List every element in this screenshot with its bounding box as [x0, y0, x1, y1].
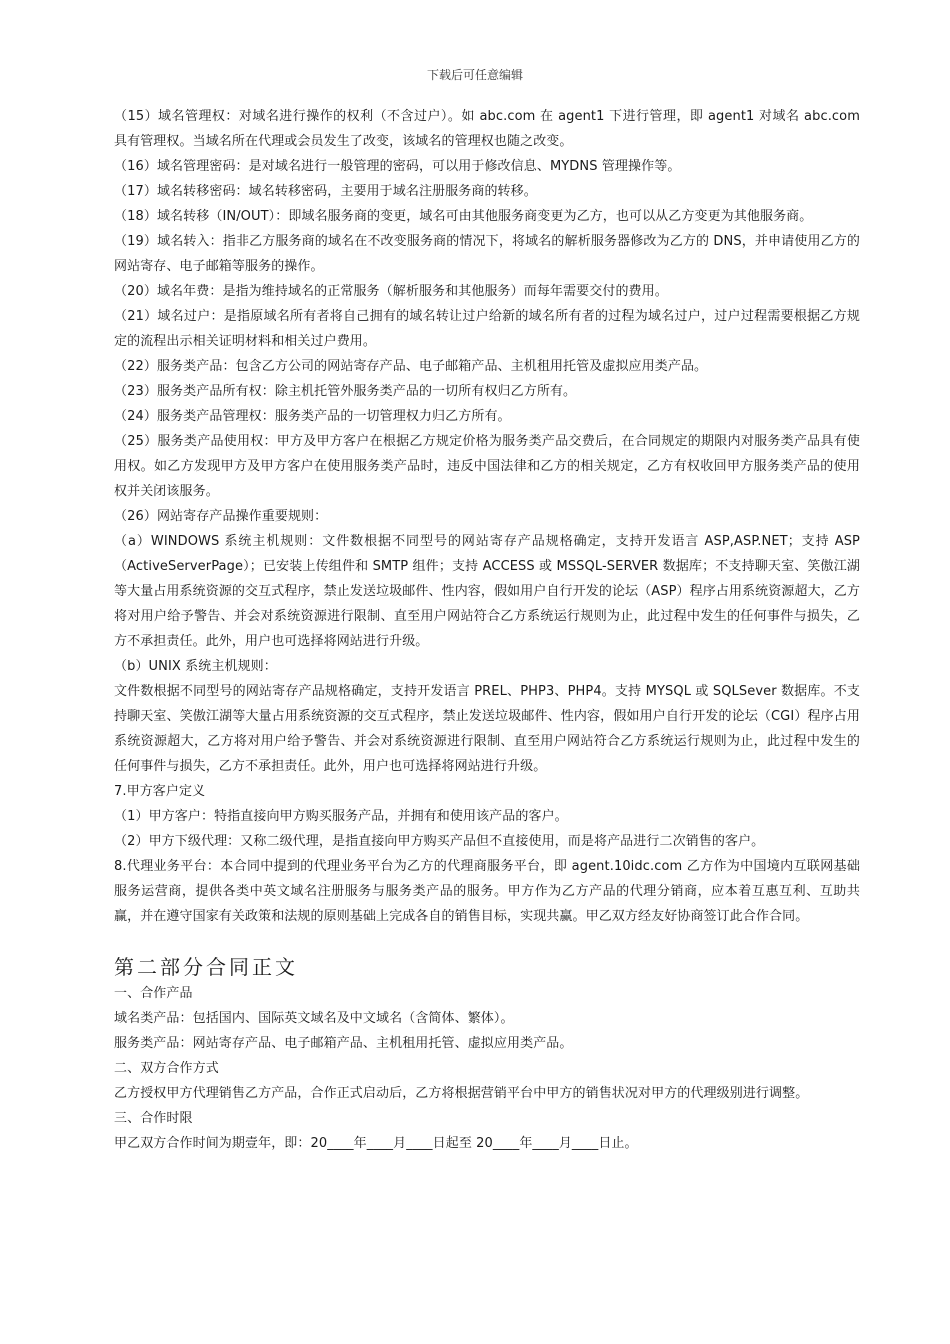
paragraph: （b）UNIX 系统主机规则：: [114, 659, 277, 674]
paragraph: 三、合作时限: [114, 1111, 193, 1126]
paragraph: 乙方授权甲方代理销售乙方产品，合作正式启动后，乙方将根据营销平台中甲方的销售状况对甲方的代理级别进行调整。: [114, 1086, 809, 1101]
paragraph: （19）域名转入：指非乙方服务商的域名在不改变服务商的情况下，将域名的解析服务器修改为乙方的 DNS，并申请使用乙方的网站寄存、电子邮箱等服务的操作。: [114, 234, 860, 274]
paragraph: 7.甲方客户定义: [114, 784, 206, 799]
paragraph: （20）域名年费：是指为维持域名的正常服务（解析服务和其他服务）而每年需要交付的费用。: [114, 284, 668, 299]
section-heading: 第二部分合同正文: [114, 955, 298, 979]
paragraph: 一、合作产品: [114, 986, 193, 1001]
paragraph: （1）甲方客户：特指直接向甲方购买服务产品，并拥有和使用该产品的客户。: [114, 809, 568, 824]
paragraph: （22）服务类产品：包含乙方公司的网站寄存产品、电子邮箱产品、主机租用托管及虚拟应用类产品。: [114, 359, 708, 374]
page-header: 下载后可任意编辑: [426, 68, 523, 82]
paragraph: （a）WINDOWS 系统主机规则：文件数根据不同型号的网站寄存产品规格确定，支持开发语言 ASP,ASP.NET；支持 ASP（ActiveServerPage）；已安装上传组件和 SMTP 组件；支持 ACCESS 或 MSSQL-SERVER 数据库；不支持聊天室、笑傲江湖等大量占用系统资源的交互式程序，禁止发送垃圾邮件、性内容，假如用户自行开发的论坛（ASP）程序占用系统资源超大，乙方将对用户给予警告、并会对系统资源进行限制、直至用户网站符合乙方系统运行规则为止，此过程中发生的任何事件与损失，乙方不承担责任。此外，用户也可选择将网站进行升级。: [114, 534, 860, 649]
document-body: [114, 104, 860, 1156]
paragraph: （16）域名管理密码：是对域名进行一般管理的密码，可以用于修改信息、MYDNS 管理操作等。: [114, 159, 681, 174]
paragraph: 8.代理业务平台：本合同中提到的代理业务平台为乙方的代理商服务平台，即 agent.10idc.com 乙方作为中国境内互联网基础服务运营商，提供各类中英文域名注册服务与服务类产品的服务。甲方作为乙方产品的代理分销商，应本着互惠互利、互助共赢，并在遵守国家有关政策和法规的原则基础上完成各自的销售目标，实现共赢。甲乙双方经友好协商签订此合作合同。: [114, 859, 860, 924]
paragraph: （17）域名转移密码：域名转移密码，主要用于域名注册服务商的转移。: [114, 184, 537, 199]
paragraph: （25）服务类产品使用权：甲方及甲方客户在根据乙方规定价格为服务类产品交费后，在合同规定的期限内对服务类产品具有使用权。如乙方发现甲方及甲方客户在使用服务类产品时，违反中国法律和乙方的相关规定，乙方有权收回甲方服务类产品的使用权并关闭该服务。: [114, 434, 860, 499]
paragraph: （18）域名转移（IN/OUT）：即域名服务商的变更，域名可由其他服务商变更为乙方，也可以从乙方变更为其他服务商。: [114, 209, 813, 224]
paragraph: （2）甲方下级代理：又称二级代理，是指直接向甲方购买产品但不直接使用，而是将产品进行二次销售的客户。: [114, 834, 765, 849]
paragraph: 服务类产品：网站寄存产品、电子邮箱产品、主机租用托管、虚拟应用类产品。: [114, 1036, 573, 1051]
paragraph: （24）服务类产品管理权：服务类产品的一切管理权力归乙方所有。: [114, 409, 511, 424]
paragraph: 域名类产品：包括国内、国际英文域名及中文域名（含简体、繁体）。: [114, 1011, 514, 1026]
paragraph: （15）域名管理权：对域名进行操作的权利（不含过户）。如 abc.com 在 agent1 下进行管理，即 agent1 对域名 abc.com 具有管理权。当域名所在代理或会员发生了改变，该域名的管理权也随之改变。: [114, 109, 860, 149]
paragraph: （21）域名过户：是指原域名所有者将自己拥有的域名转让过户给新的域名所有者的过程为域名过户，过户过程需要根据乙方规定的流程出示相关证明材料和相关过户费用。: [114, 309, 860, 349]
paragraph: 二、双方合作方式: [114, 1061, 219, 1076]
definitions-section: [114, 104, 860, 929]
paragraph: 甲乙双方合作时间为期壹年，即：20____年____月____日起至 20____年____月____日止。: [114, 1136, 638, 1151]
contract-body-section: [114, 981, 860, 1156]
paragraph: （23）服务类产品所有权：除主机托管外服务类产品的一切所有权归乙方所有。: [114, 384, 577, 399]
paragraph: 文件数根据不同型号的网站寄存产品规格确定，支持开发语言 PREL、PHP3、PHP4。支持 MYSQL 或 SQLSever 数据库。不支持聊天室、笑傲江湖等大量占用系统资源的交互式程序，禁止发送垃圾邮件、性内容，假如用户自行开发的论坛（CGI）程序占用系统资源超大，乙方将对用户给予警告、并会对系统资源进行限制、直至用户网站符合乙方系统运行规则为止，此过程中发生的任何事件与损失，乙方不承担责任。此外，用户也可选择将网站进行升级。: [114, 684, 860, 774]
paragraph: （26）网站寄存产品操作重要规则：: [114, 509, 328, 524]
